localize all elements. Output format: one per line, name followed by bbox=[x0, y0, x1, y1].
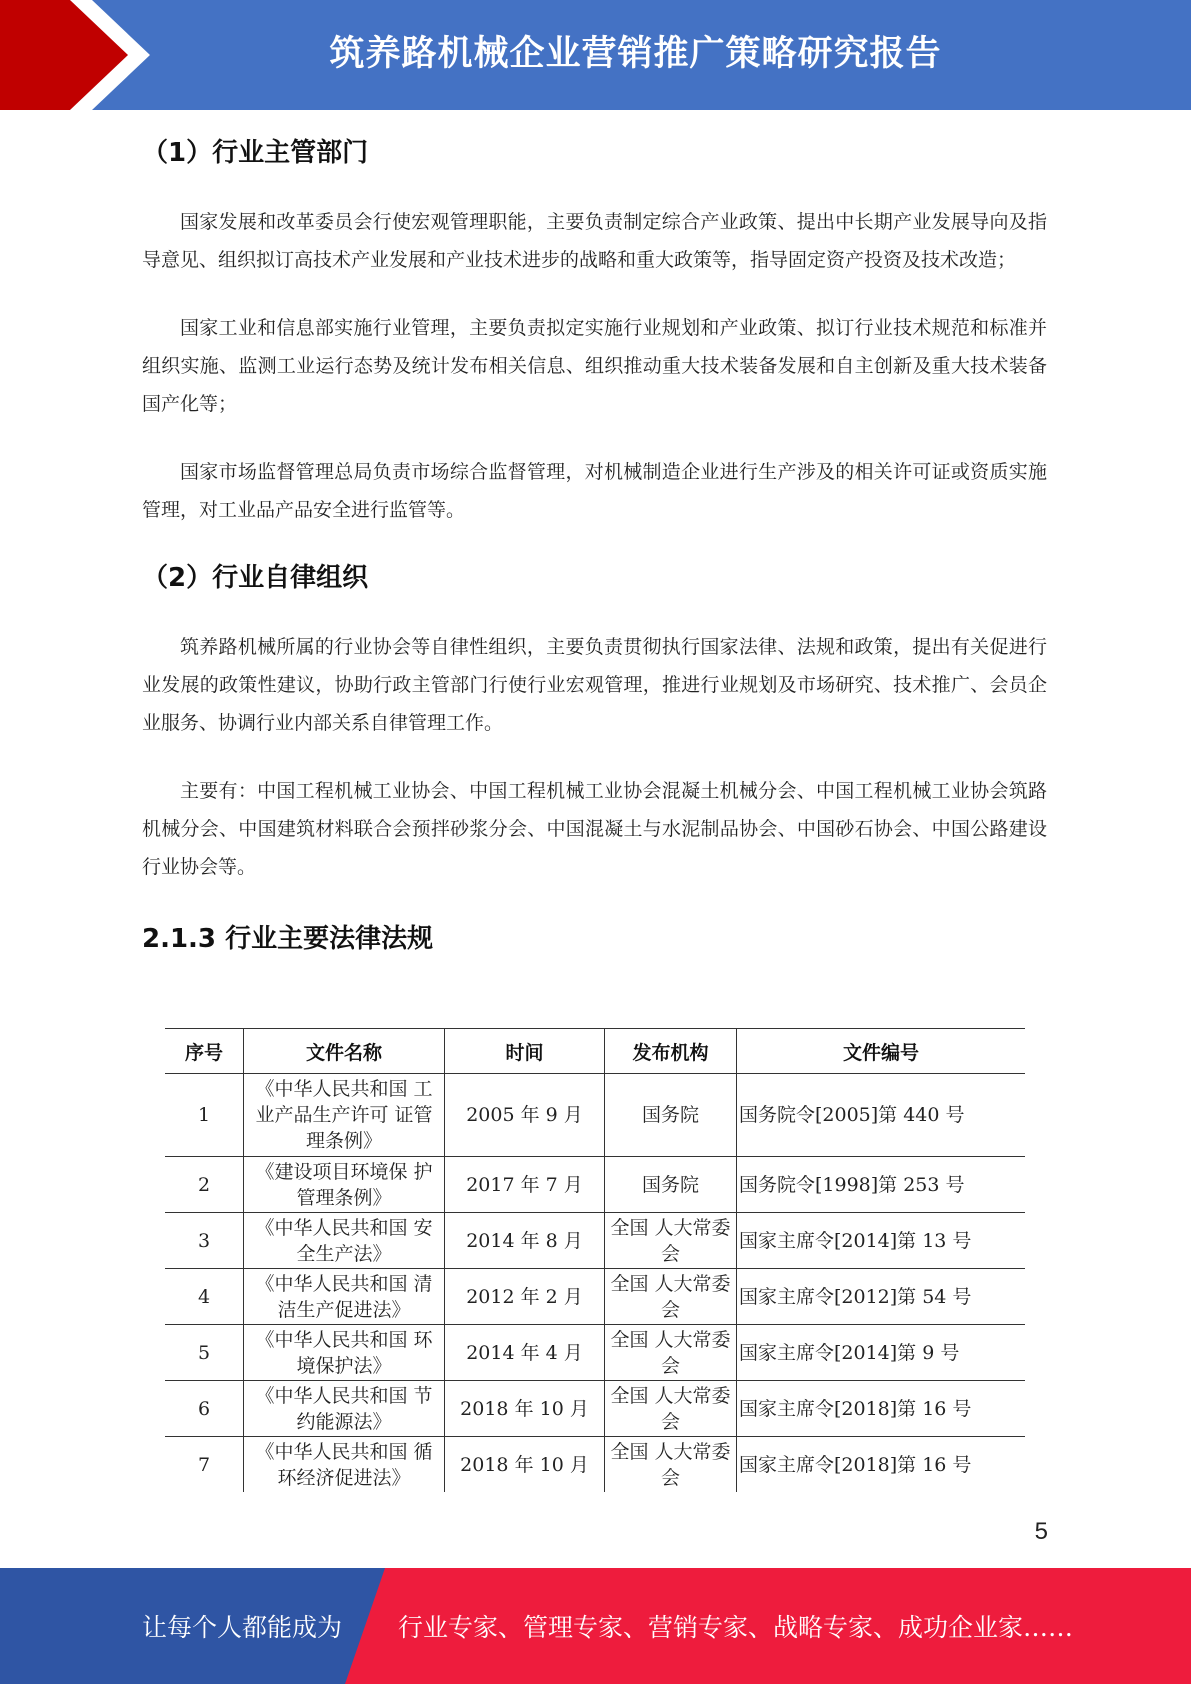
paragraph-association-list: 主要有：中国工程机械工业协会、中国工程机械工业协会混凝土机械分会、中国工程机械工业协会筑路机械分会、中国建筑材料联合会预拌砂浆分会、中国混凝土与水泥制品协会、中国砂石协会、中国公路建设行业协会等。 bbox=[142, 780, 1047, 878]
cell-code: 国家主席令[2012]第 54 号 bbox=[737, 1269, 1026, 1325]
table-row bbox=[165, 1157, 1025, 1213]
cell-org: 全国 人大常委会 bbox=[605, 1213, 737, 1269]
cell-date: 2005 年 9 月 bbox=[445, 1074, 605, 1157]
column-header-name: 文件名称 bbox=[244, 1029, 445, 1074]
footer-slogan-right: 行业专家、管理专家、营销专家、战略专家、成功企业家…… bbox=[398, 1613, 1074, 1642]
report-title: 筑养路机械企业营销推广策略研究报告 bbox=[329, 34, 942, 74]
cell-org: 全国 人大常委会 bbox=[605, 1325, 737, 1381]
column-header-no: 序号 bbox=[165, 1029, 244, 1074]
paragraph-samr: 国家市场监督管理总局负责市场综合监督管理，对机械制造企业进行生产涉及的相关许可证或资质实施管理，对工业品产品安全进行监管等。 bbox=[142, 461, 1047, 521]
cell-code: 国家主席令[2018]第 16 号 bbox=[737, 1437, 1026, 1493]
table-row bbox=[165, 1325, 1025, 1381]
table-row bbox=[165, 1381, 1025, 1437]
cell-org: 全国 人大常委会 bbox=[605, 1437, 737, 1493]
cell-date: 2014 年 4 月 bbox=[445, 1325, 605, 1381]
cell-no: 4 bbox=[165, 1269, 244, 1325]
cell-name: 《中华人民共和国 安全生产法》 bbox=[244, 1213, 445, 1269]
cell-no: 6 bbox=[165, 1381, 244, 1437]
table-row bbox=[165, 1213, 1025, 1269]
main-content bbox=[142, 128, 1047, 955]
paragraph-association: 筑养路机械所属的行业协会等自律性组织，主要负责贯彻执行国家法律、法规和政策，提出有关促进行业发展的政策性建议，协助行政主管部门行使行业宏观管理，推进行业规划及市场研究、技术推广、会员企业服务、协调行业内部关系自律管理工作。 bbox=[142, 636, 1047, 734]
cell-no: 5 bbox=[165, 1325, 244, 1381]
laws-table bbox=[165, 1028, 1025, 1492]
cell-org: 全国 人大常委会 bbox=[605, 1269, 737, 1325]
cell-date: 2018 年 10 月 bbox=[445, 1437, 605, 1493]
table-header-row bbox=[165, 1029, 1025, 1074]
column-header-org: 发布机构 bbox=[605, 1029, 737, 1074]
cell-name: 《中华人民共和国 环境保护法》 bbox=[244, 1325, 445, 1381]
cell-no: 1 bbox=[165, 1074, 244, 1157]
cell-no: 7 bbox=[197, 1453, 211, 1476]
cell-name: 《中华人民共和国 节约能源法》 bbox=[244, 1381, 445, 1437]
column-header-code: 文件编号 bbox=[737, 1029, 1026, 1074]
cell-name: 《中华人民共和国 清洁生产促进法》 bbox=[244, 1269, 445, 1325]
cell-date: 2014 年 8 月 bbox=[445, 1213, 605, 1269]
cell-code: 国务院令[1998]第 253 号 bbox=[737, 1157, 1026, 1213]
column-header-date: 时间 bbox=[445, 1029, 605, 1074]
section-heading-authority: （1）行业主管部门 bbox=[142, 138, 369, 168]
table-row bbox=[165, 1269, 1025, 1325]
cell-date: 2017 年 7 月 bbox=[445, 1157, 605, 1213]
cell-no: 2 bbox=[165, 1157, 244, 1213]
cell-date: 2012 年 2 月 bbox=[445, 1269, 605, 1325]
cell-name: 《建设项目环境保 护管理条例》 bbox=[244, 1157, 445, 1213]
cell-date: 2018 年 10 月 bbox=[445, 1381, 605, 1437]
table-row bbox=[165, 1437, 1025, 1493]
paragraph-ndrc: 国家发展和改革委员会行使宏观管理职能，主要负责制定综合产业政策、提出中长期产业发展导向及指导意见、组织拟订高技术产业发展和产业技术进步的战略和重大政策等，指导固定资产投资及技术改造； bbox=[142, 211, 1047, 271]
cell-code: 国务院令[2005]第 440 号 bbox=[737, 1074, 1026, 1157]
page-header bbox=[0, 0, 1191, 110]
paragraph-miit: 国家工业和信息部实施行业管理，主要负责拟定实施行业规划和产业政策、拟订行业技术规范和标准并组织实施、监测工业运行态势及统计发布相关信息、组织推动重大技术装备发展和自主创新及重大技术装备国产化等； bbox=[142, 317, 1047, 415]
cell-code: 国家主席令[2014]第 9 号 bbox=[737, 1325, 1026, 1381]
cell-name: 《中华人民共和国 循环经济促进法》 bbox=[244, 1437, 445, 1493]
cell-code: 国家主席令[2014]第 13 号 bbox=[737, 1213, 1026, 1269]
footer-slogan-left: 让每个人都能成为 bbox=[142, 1613, 343, 1642]
section-heading-laws: 2.1.3 行业主要法律法规 bbox=[142, 924, 434, 954]
section-heading-self-regulation: （2）行业自律组织 bbox=[142, 563, 369, 593]
table-row bbox=[165, 1074, 1025, 1157]
cell-no: 3 bbox=[165, 1213, 244, 1269]
page-number: 5 bbox=[1034, 1518, 1048, 1545]
cell-code: 国家主席令[2018]第 16 号 bbox=[737, 1381, 1026, 1437]
page-footer bbox=[0, 1568, 1191, 1684]
cell-org: 国务院 bbox=[605, 1074, 737, 1157]
cell-name: 《中华人民共和国 工业产品生产许可 证管理条例》 bbox=[244, 1074, 445, 1157]
cell-org: 国务院 bbox=[605, 1157, 737, 1213]
cell-org: 全国 人大常委会 bbox=[605, 1381, 737, 1437]
